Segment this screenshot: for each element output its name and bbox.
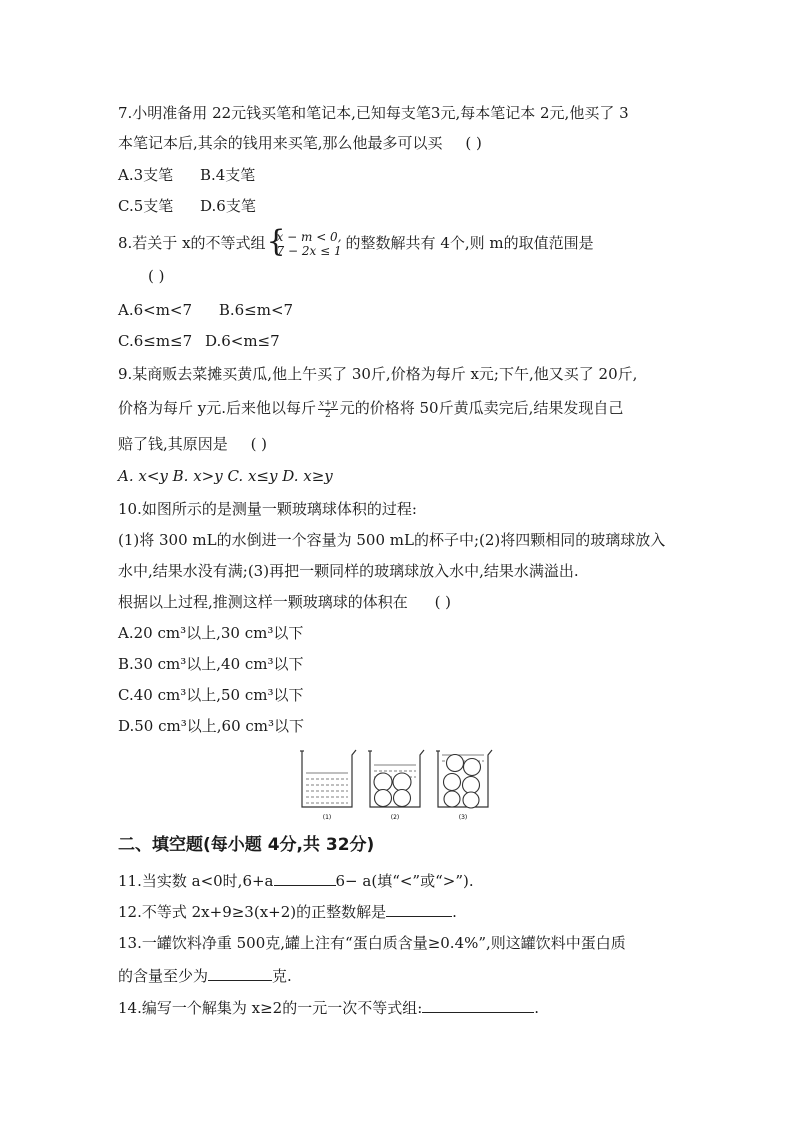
q10-line4 — [118, 592, 451, 612]
beaker-1 — [300, 750, 356, 807]
q13-answer-blank[interactable] — [208, 965, 272, 981]
glass-ball — [374, 773, 392, 791]
q9-line3 — [118, 434, 267, 454]
q12-pre: 12.不等式 2x+9≥3(x+2)的正整数解是 — [118, 903, 387, 921]
q7-options-row1 — [118, 165, 255, 185]
q9-line1: 9.某商贩去菜摊买黄瓜,他上午买了 30斤,价格为每斤 x元;下午,他又买了 20斤, — [118, 365, 638, 383]
q7-option-a: A.3支笔 — [118, 166, 174, 184]
q8-option-d: D.6<m≤7 — [204, 332, 280, 350]
glass-ball — [463, 792, 479, 808]
q12-answer-blank[interactable] — [386, 901, 452, 917]
q10-option-c: C.40 cm³以上,50 cm³以下 — [118, 686, 304, 704]
glass-ball — [447, 755, 464, 772]
q8-pre-text: 8.若关于 x的不等式组 — [118, 234, 266, 252]
q13-line1: 13.一罐饮料净重 500克,罐上注有“蛋白质含量≥0.4%”,则这罐饮料中蛋白质 — [118, 934, 626, 952]
q7-option-d: D.6支笔 — [200, 197, 256, 215]
q11-answer-blank[interactable] — [274, 870, 336, 886]
glass-ball — [444, 774, 461, 791]
q10-option-b: B.30 cm³以上,40 cm³以下 — [118, 655, 304, 673]
q14-post: . — [534, 999, 540, 1017]
q11-line — [118, 870, 474, 891]
q8-options-row2 — [118, 331, 280, 351]
q7-option-c: C.5支笔 — [118, 197, 174, 215]
q8-inequality-system — [266, 224, 345, 259]
q9-fraction-denominator: 2 — [325, 409, 331, 420]
q13-line2-post: 克. — [272, 967, 292, 985]
q8-options-row1 — [118, 300, 293, 320]
q7-answer-paren: ( ) — [465, 134, 482, 152]
q7-options-row2 — [118, 196, 256, 216]
q7-line2-text: 本笔记本后,其余的钱用来买笔,那么他最多可以买 — [118, 134, 443, 152]
q14-answer-blank[interactable] — [422, 997, 534, 1013]
beaker-3 — [436, 750, 492, 808]
q9-fraction — [318, 399, 338, 420]
glass-ball — [394, 790, 411, 807]
q7-line1: 7.小明准备用 22元钱买笔和笔记本,已知每支笔3元,每本笔记本 2元,他买了 3 — [118, 104, 629, 122]
q13-line2-pre: 的含量至少为 — [118, 967, 209, 985]
q14-line — [118, 997, 539, 1018]
q10-line1: 10.如图所示的是测量一颗玻璃球体积的过程: — [118, 500, 417, 518]
q8-option-c: C.6≤m≤7 — [118, 332, 193, 350]
q9-fraction-numerator: x+y — [319, 398, 337, 409]
q7-option-b: B.4支笔 — [199, 166, 256, 184]
q9-line2-post: 元的价格将 50斤黄瓜卖完后,结果发现自己 — [339, 399, 624, 417]
beaker-2 — [368, 750, 424, 807]
q9-line2 — [118, 398, 623, 420]
beakers-figure — [296, 745, 496, 823]
q8-system-row1: x − m < 0, — [276, 230, 342, 244]
glass-ball — [464, 759, 481, 776]
q8-option-a: A.6<m<7 — [118, 301, 193, 319]
q13-line2 — [118, 965, 292, 986]
q12-line — [118, 901, 457, 922]
q11-post: 6− a(填“<”或“>”). — [335, 872, 474, 890]
brace-glyph: { — [266, 224, 286, 259]
q9-line3-text: 赔了钱,其原因是 — [118, 435, 228, 453]
q10-answer-paren: ( ) — [434, 593, 452, 611]
glass-ball — [463, 777, 480, 794]
q10-line2: (1)将 300 mL的水倒进一个容量为 500 mL的杯子中;(2)将四颗相同的玻璃球放入 — [118, 531, 666, 549]
q9-answer-paren: ( ) — [250, 435, 268, 453]
q8-answer-paren: ( ) — [148, 267, 165, 285]
glass-ball — [375, 790, 392, 807]
q10-line3: 水中,结果水没有满;(3)再把一颗同样的玻璃球放入水中,结果水满溢出. — [118, 562, 579, 580]
q14-pre: 14.编写一个解集为 x≥2的一元一次不等式组: — [118, 999, 423, 1017]
q10-option-a: A.20 cm³以上,30 cm³以下 — [118, 624, 304, 642]
glass-ball — [444, 791, 460, 807]
section-heading: 二、填空题(每小题 4分,共 32分) — [118, 835, 375, 855]
fig-label-3: (3) — [458, 814, 468, 821]
q9-options: A. x<y B. x>y C. x≤y D. x≥y — [118, 467, 333, 485]
q10-line4-text: 根据以上过程,推测这样一颗玻璃球的体积在 — [118, 593, 408, 611]
q8-system-row2: 7 − 2x ≤ 1 — [276, 244, 342, 258]
q12-post: . — [452, 903, 457, 921]
glass-ball — [393, 773, 411, 791]
q8-option-b: B.6≤m<7 — [218, 301, 294, 319]
fig-label-2: (2) — [390, 814, 400, 821]
q9-line2-pre: 价格为每斤 y元.后来他以每斤 — [118, 399, 317, 417]
q8-line1 — [118, 224, 594, 259]
q7-line2 — [118, 133, 482, 153]
fig-label-1: (1) — [322, 814, 332, 821]
q10-option-d: D.50 cm³以上,60 cm³以下 — [118, 717, 305, 735]
q11-pre: 11.当实数 a<0时,6+a — [118, 872, 274, 890]
q8-post-text: 的整数解共有 4个,则 m的取值范围是 — [345, 234, 594, 252]
